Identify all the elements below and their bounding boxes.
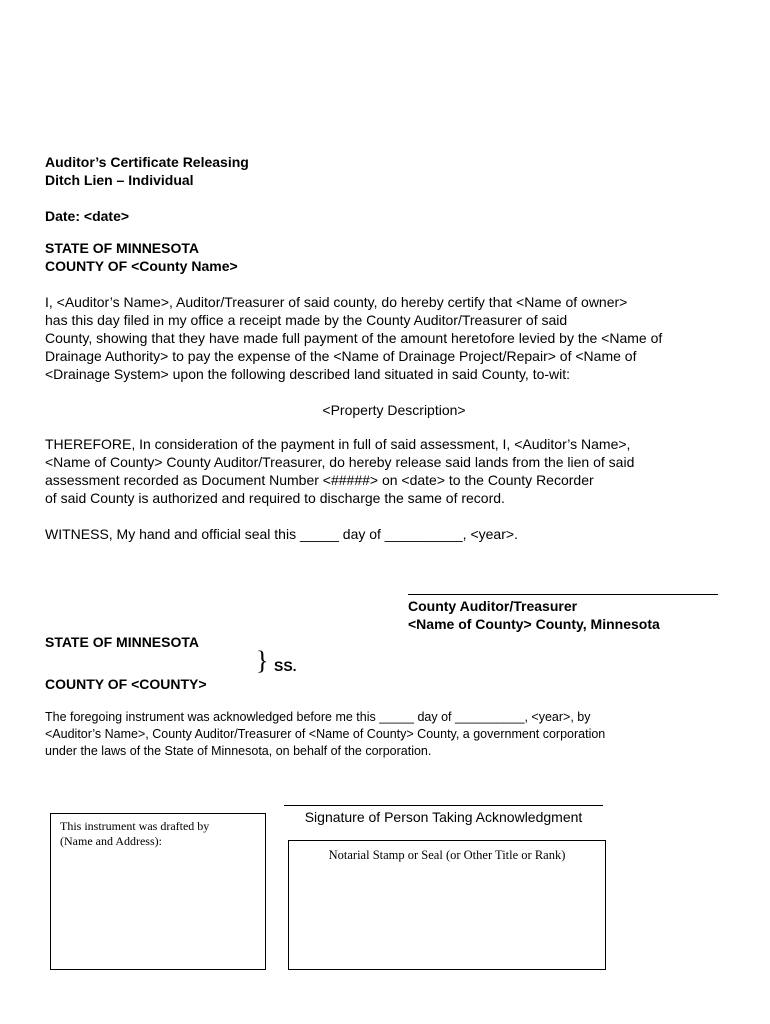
para2-line: THEREFORE, In consideration of the payment in full of said assessment, I, <Auditor’s Name>, bbox=[45, 436, 631, 452]
drafted-by-line-1: This instrument was drafted by bbox=[60, 819, 210, 833]
brace-icon: } bbox=[256, 646, 269, 675]
venue2-ss: SS. bbox=[274, 658, 297, 674]
notary-signature-label: Signature of Person Taking Acknowledgment bbox=[304, 809, 583, 825]
ack-line: The foregoing instrument was acknowledged before me this _____ day of __________, <year>, by bbox=[45, 710, 591, 724]
signer-county: <Name of County> County, Minnesota bbox=[408, 616, 660, 632]
drafted-by-box bbox=[50, 813, 266, 970]
witness-line: WITNESS, My hand and official seal this _____ day of __________, <year>. bbox=[45, 526, 518, 542]
venue2-state: STATE OF MINNESOTA bbox=[45, 634, 199, 650]
title-line-1: Auditor’s Certificate Releasing bbox=[45, 154, 249, 170]
signer-block bbox=[408, 597, 660, 633]
para1-line: I, <Auditor’s Name>, Auditor/Treasurer of said county, do hereby certify that <Name of owner> bbox=[45, 294, 628, 310]
venue-header bbox=[45, 239, 238, 275]
drafted-by-line-2: (Name and Address): bbox=[60, 834, 162, 848]
notarial-stamp-label: Notarial Stamp or Seal (or Other Title or Rank) bbox=[328, 848, 566, 862]
document-title bbox=[45, 153, 249, 189]
para2-line: assessment recorded as Document Number <#####> on <date> to the County Recorder bbox=[45, 472, 594, 488]
release-paragraph bbox=[45, 435, 634, 507]
auditor-signature-line bbox=[408, 594, 718, 595]
ack-line: <Auditor’s Name>, County Auditor/Treasurer of <Name of County> County, a government corporation bbox=[45, 727, 606, 741]
para1-line: <Drainage System> upon the following described land situated in said County, to-wit: bbox=[45, 366, 571, 382]
ack-line: under the laws of the State of Minnesota, on behalf of the corporation. bbox=[45, 744, 432, 758]
notarial-stamp-box bbox=[288, 840, 606, 970]
title-line-2: Ditch Lien – Individual bbox=[45, 172, 194, 188]
drafted-by-text bbox=[60, 819, 209, 849]
notary-signature-line bbox=[284, 805, 603, 806]
venue-state: STATE OF MINNESOTA bbox=[45, 240, 199, 256]
venue-county: COUNTY OF <County Name> bbox=[45, 258, 238, 274]
para2-line: of said County is authorized and required to discharge the same of record. bbox=[45, 490, 505, 506]
certification-paragraph bbox=[45, 293, 662, 383]
date-line: Date: <date> bbox=[45, 208, 130, 224]
para2-line: <Name of County> County Auditor/Treasurer, do hereby release said lands from the lien of said bbox=[45, 454, 635, 470]
acknowledgment-paragraph bbox=[45, 709, 605, 760]
para1-line: County, showing that they have made full payment of the amount heretofore levied by the <Name of bbox=[45, 330, 663, 346]
para1-line: has this day filed in my office a receipt made by the County Auditor/Treasurer of said bbox=[45, 312, 568, 328]
venue2-county: COUNTY OF <COUNTY> bbox=[45, 676, 207, 692]
signer-title: County Auditor/Treasurer bbox=[408, 598, 578, 614]
property-description: <Property Description> bbox=[322, 402, 466, 418]
para1-line: Drainage Authority> to pay the expense of the <Name of Drainage Project/Repair> of <Name of bbox=[45, 348, 637, 364]
